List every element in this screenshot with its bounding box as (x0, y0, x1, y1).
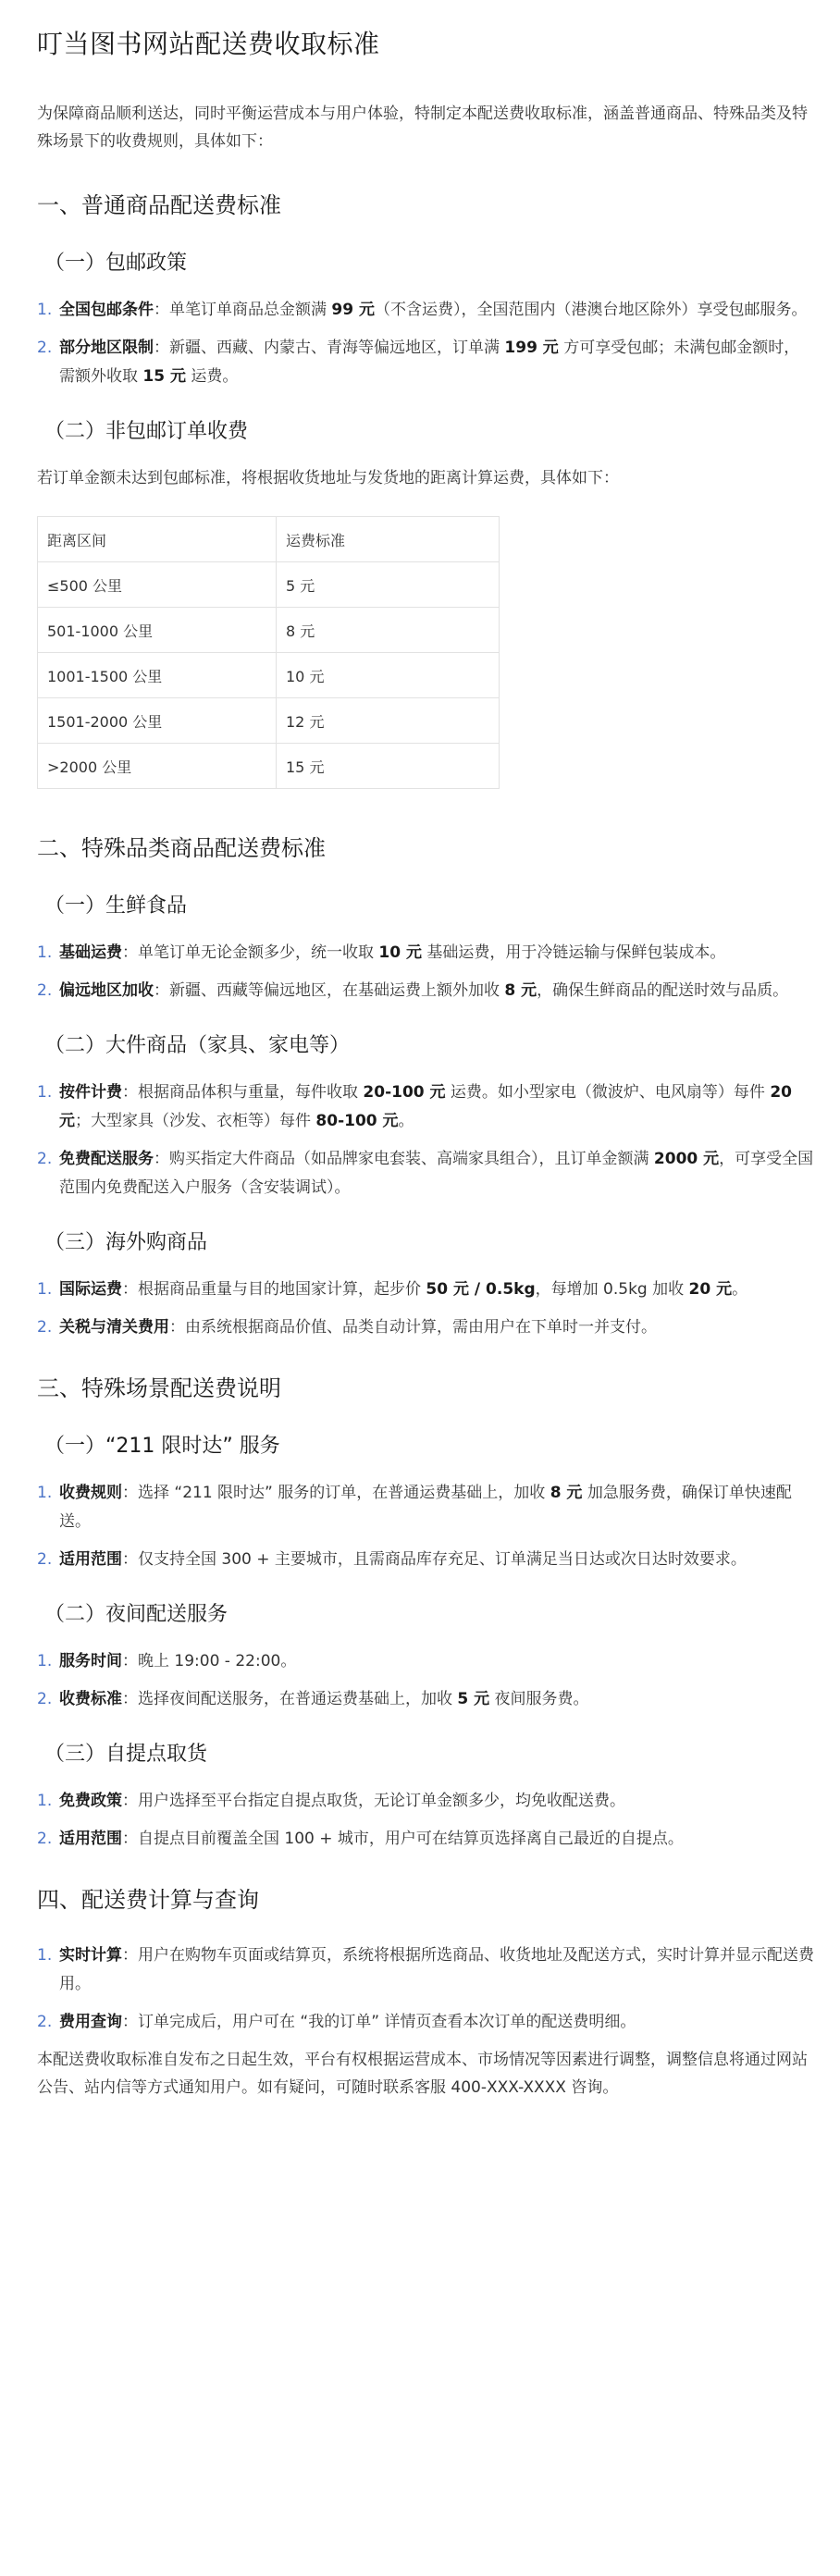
item-label: 费用查询 (59, 2013, 122, 2031)
item-label: 免费配送服务 (59, 1150, 154, 1168)
subsection-heading: （一）包邮政策 (44, 252, 188, 275)
item-text: 。 (732, 1280, 748, 1299)
item-text: ，可享受全国范围内免费配送入户服务（含安装调试）。 (59, 1150, 814, 1197)
item-label: 国际运费 (59, 1280, 122, 1299)
list-item (37, 1941, 814, 1999)
bold-value: 20 元 (688, 1280, 733, 1299)
bold-value: 15 元 (142, 367, 186, 386)
list-item (37, 1078, 814, 1136)
item-text: ：由系统根据商品价值、品类自动计算，需由用户在下单时一并支付。 (169, 1318, 657, 1337)
section-heading: 二、特殊品类商品配送费标准 (37, 835, 326, 861)
bold-value: 199 元 (504, 339, 559, 357)
subsection-heading: （一）生鲜食品 (44, 894, 188, 918)
item-text: ：用户选择至平台指定自提点取货，无论订单金额多少，均免收配送费。 (122, 1792, 625, 1810)
table-row (38, 562, 500, 608)
table-row (38, 744, 500, 789)
bold-value: 5 元 (457, 1690, 490, 1708)
ordered-list (37, 1787, 814, 1854)
table-row (38, 698, 500, 744)
ordered-list (37, 296, 814, 391)
item-text: ，确保生鲜商品的配送时效与品质。 (537, 981, 789, 1000)
bold-value: 2000 元 (653, 1150, 720, 1168)
list-number: 2. (37, 339, 53, 357)
subsection-heading: （二）夜间配送服务 (44, 1603, 229, 1626)
item-label: 实时计算 (59, 1946, 122, 1965)
item-text: ：仅支持全国 300 + 主要城市，且需商品库存充足、订单满足当日达或次日达时效要求。 (122, 1550, 747, 1569)
ordered-list (37, 1479, 814, 1574)
list-item (37, 1647, 814, 1676)
item-text: ：用户在购物车页面或结算页，系统将根据所选商品、收货地址及配送方式，实时计算并显示配送费用。 (59, 1946, 814, 1993)
list-item (37, 1276, 814, 1304)
table-cell: 1001-1500 公里 (38, 653, 277, 698)
list-number: 1. (37, 1083, 53, 1102)
bold-value: 80-100 元 (315, 1112, 399, 1130)
list-item (37, 939, 814, 968)
item-text: ：新疆、西藏等偏远地区，在基础运费上额外加收 (154, 981, 505, 1000)
list-item (37, 977, 814, 1005)
item-text: ：单笔订单商品总金额满 (154, 301, 332, 319)
item-label: 适用范围 (59, 1830, 122, 1848)
list-number: 1. (37, 1484, 53, 1502)
list-number: 1. (37, 1946, 53, 1965)
item-label: 部分地区限制 (59, 339, 154, 357)
item-label: 基础运费 (59, 943, 122, 962)
table-cell: 10 元 (277, 653, 500, 698)
item-label: 按件计费 (59, 1083, 122, 1102)
item-text: ：自提点目前覆盖全国 100 + 城市，用户可在结算页选择离自己最近的自提点。 (122, 1830, 684, 1848)
item-text: 运费。如小型家电（微波炉、电风扇等）每件 (445, 1083, 771, 1102)
page-title: 叮当图书网站配送费收取标准 (37, 29, 380, 59)
list-item (37, 1479, 814, 1536)
bold-value: 20-100 元 (363, 1083, 446, 1102)
item-label: 偏远地区加收 (59, 981, 154, 1000)
item-text: ：根据商品重量与目的地国家计算，起步价 (122, 1280, 426, 1299)
column-header: 运费标准 (277, 517, 500, 562)
list-number: 1. (37, 1652, 53, 1670)
item-text: 运费。 (185, 367, 239, 386)
table-cell: 501-1000 公里 (38, 608, 277, 653)
item-text: ：选择夜间配送服务，在普通运费基础上，加收 (122, 1690, 458, 1708)
list-item (37, 296, 814, 325)
table-cell: 5 元 (277, 562, 500, 608)
list-item (37, 334, 814, 391)
ordered-list (37, 1941, 814, 2037)
item-text: ，每增加 0.5kg 加收 (535, 1280, 689, 1299)
table-row (38, 653, 500, 698)
table-cell: 8 元 (277, 608, 500, 653)
intro-paragraph: 为保障商品顺利送达，同时平衡运营成本与用户体验，特制定本配送费收取标准，涵盖普通商品、特殊品类及特殊场景下的收费规则，具体如下： (37, 105, 808, 151)
bold-value: 99 元 (331, 301, 375, 319)
item-text: ：选择 “211 限时达” 服务的订单，在普通运费基础上，加收 (122, 1484, 550, 1502)
subsection-heading: （三）海外购商品 (44, 1231, 208, 1254)
item-text: ：购买指定大件商品（如品牌家电套装、高端家具组合），且订单金额满 (154, 1150, 654, 1168)
section-heading: 四、配送费计算与查询 (37, 1887, 259, 1913)
item-text: （不含运费），全国范围内（港澳台地区除外）享受包邮服务。 (374, 301, 808, 319)
item-text: 夜间服务费。 (489, 1690, 589, 1708)
subsection-heading: （三）自提点取货 (44, 1743, 208, 1766)
bold-value: 8 元 (504, 981, 537, 1000)
table-cell: 15 元 (277, 744, 500, 789)
item-label: 服务时间 (59, 1652, 122, 1670)
item-text: ：根据商品体积与重量，每件收取 (122, 1083, 364, 1102)
item-text: ；大型家具（沙发、衣柜等）每件 (75, 1112, 316, 1130)
section-heading: 三、特殊场景配送费说明 (37, 1375, 281, 1401)
table-cell: ≤500 公里 (38, 562, 277, 608)
item-text: 加急服务费，确保订单快速配送。 (59, 1484, 792, 1531)
item-label: 全国包邮条件 (59, 301, 154, 319)
list-number: 2. (37, 1150, 53, 1168)
table-cell: 12 元 (277, 698, 500, 744)
item-label: 免费政策 (59, 1792, 122, 1810)
bold-value: 20 元 (59, 1083, 793, 1130)
list-item (37, 2008, 814, 2037)
column-header: 距离区间 (38, 517, 277, 562)
list-number: 1. (37, 1280, 53, 1299)
table-cell: >2000 公里 (38, 744, 277, 789)
list-item (37, 1825, 814, 1854)
shipping-fee-table (37, 516, 500, 789)
subsection-heading: （二）大件商品（家具、家电等） (44, 1034, 351, 1057)
item-text: ：单笔订单无论金额多少，统一收取 (122, 943, 379, 962)
list-item (37, 1685, 814, 1714)
item-text: ：晚上 19:00 - 22:00。 (122, 1652, 297, 1670)
ordered-list (37, 1078, 814, 1202)
list-number: 2. (37, 1318, 53, 1337)
item-text: ：订单完成后，用户可在 “我的订单” 详情页查看本次订单的配送费明细。 (122, 2013, 636, 2031)
ordered-list (37, 939, 814, 1005)
list-number: 2. (37, 981, 53, 1000)
list-item (37, 1787, 814, 1816)
ordered-list (37, 1647, 814, 1714)
item-text: 方可享受包邮；未满包邮金额时，需额外收取 (59, 339, 800, 386)
subsection-heading: （二）非包邮订单收费 (44, 420, 249, 443)
ordered-list (37, 1276, 814, 1342)
closing-paragraph: 本配送费收取标准自发布之日起生效，平台有权根据运营成本、市场情况等因素进行调整，调整信息将通过网站公告、站内信等方式通知用户。如有疑问，可随时联系客服 400-XXX-XXXX 咨询。 (37, 2051, 808, 2097)
item-label: 收费规则 (59, 1484, 122, 1502)
list-number: 1. (37, 301, 53, 319)
item-text: 。 (398, 1112, 414, 1130)
bold-value: 8 元 (550, 1484, 583, 1502)
table-row (38, 608, 500, 653)
list-item (37, 1313, 814, 1342)
item-label: 收费标准 (59, 1690, 122, 1708)
subsection-heading: （一）“211 限时达” 服务 (44, 1435, 280, 1458)
list-number: 1. (37, 1792, 53, 1810)
item-text: ：新疆、西藏、内蒙古、青海等偏远地区，订单满 (154, 339, 505, 357)
bold-value: 50 元 / 0.5kg (426, 1280, 536, 1299)
item-label: 关税与清关费用 (59, 1318, 169, 1337)
list-number: 2. (37, 1830, 53, 1848)
list-number: 2. (37, 1690, 53, 1708)
item-label: 适用范围 (59, 1550, 122, 1569)
paragraph: 若订单金额未达到包邮标准，将根据收货地址与发货地的距离计算运费，具体如下： (37, 469, 619, 487)
bold-value: 10 元 (378, 943, 422, 962)
table-header-row (38, 517, 500, 562)
item-text: 基础运费，用于冷链运输与保鲜包装成本。 (421, 943, 726, 962)
table-cell: 1501-2000 公里 (38, 698, 277, 744)
list-number: 1. (37, 943, 53, 962)
list-number: 2. (37, 1550, 53, 1569)
section-heading: 一、普通商品配送费标准 (37, 192, 281, 218)
list-item (37, 1546, 814, 1574)
list-item (37, 1145, 814, 1202)
list-number: 2. (37, 2013, 53, 2031)
